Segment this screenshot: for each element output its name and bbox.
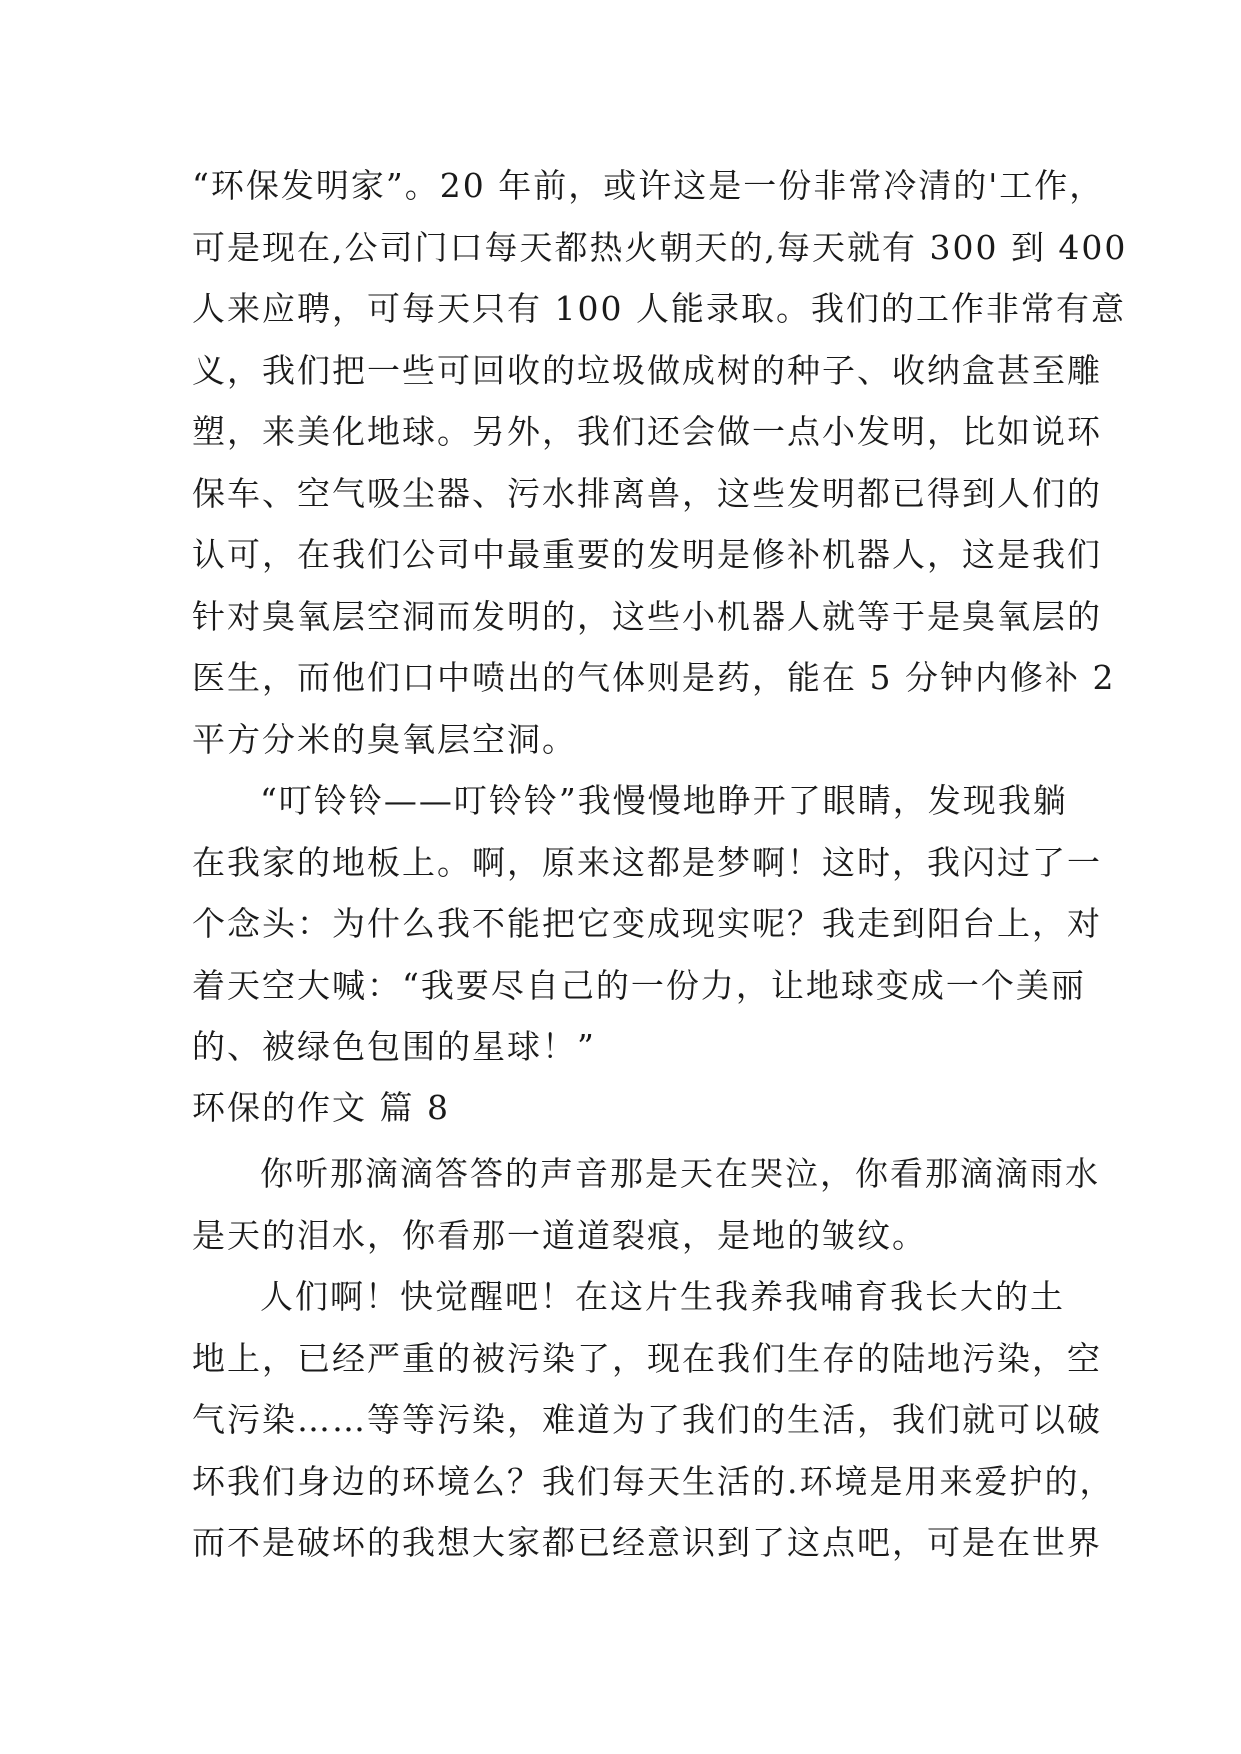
paragraph-line: 医生，而他们口中喷出的气体则是药，能在 5 分钟内修补 2 — [192, 658, 1116, 697]
paragraph-line: 着天空大喊：“我要尽自己的一份力，让地球变成一个美丽 — [192, 965, 1086, 1005]
essay-section-8 — [192, 1143, 1115, 1574]
paragraph-line: 认可，在我们公司中最重要的发明是修补机器人，这是我们 — [192, 535, 1102, 574]
paragraph-line: 针对臭氧层空洞而发明的，这些小机器人就等于是臭氧层的 — [192, 596, 1102, 636]
paragraph-line: 平方分米的臭氧层空洞。 — [192, 719, 577, 759]
paragraph-line: 塑，来美化地球。另外，我们还会做一点小发明，比如说环 — [192, 412, 1102, 451]
paragraph-line: 是天的泪水，你看那一道道裂痕，是地的皱纹。 — [192, 1215, 927, 1255]
paragraph-line: 个念头：为什么我不能把它变成现实呢？我走到阳台上，对 — [192, 904, 1102, 943]
paragraph-line: 气污染……等等污染，难道为了我们的生活，我们就可以破 — [192, 1400, 1102, 1439]
paragraph-line: 可是现在,公司门口每天都热火朝天的,每天就有 300 到 400 — [192, 227, 1128, 267]
paragraph-line: “叮铃铃——叮铃铃”我慢慢地睁开了眼睛，发现我躺 — [260, 781, 1068, 820]
paragraph-line: 而不是破坏的我想大家都已经意识到了这点吧，可是在世界 — [192, 1523, 1102, 1562]
essay-continuation — [192, 155, 1128, 1078]
paragraph-line: 在我家的地板上。啊，原来这都是梦啊！这时，我闪过了一 — [192, 842, 1102, 882]
paragraph-line: 你听那滴滴答答的声音那是天在哭泣，你看那滴滴雨水 — [260, 1154, 1100, 1193]
section-heading: 环保的作文 篇 8 — [192, 1088, 450, 1127]
paragraph-line: 坏我们身边的环境么？我们每天生活的.环境是用来爱护的， — [192, 1461, 1115, 1501]
paragraph-line: 保车、空气吸尘器、污水排离兽，这些发明都已得到人们的 — [192, 473, 1102, 513]
paragraph-line: 人来应聘，可每天只有 100 人能录取。我们的工作非常有意 — [192, 289, 1126, 328]
paragraph-line: 的、被绿色包围的星球！” — [192, 1027, 596, 1066]
paragraph-line: 人们啊！快觉醒吧！在这片生我养我哺育我长大的土 — [260, 1277, 1065, 1316]
paragraph-line: 义，我们把一些可回收的垃圾做成树的种子、收纳盒甚至雕 — [192, 350, 1102, 390]
paragraph-line: “环保发明家”。20 年前，或许这是一份非常冷清的'工作， — [192, 166, 1105, 205]
paragraph-line: 地上，已经严重的被污染了，现在我们生存的陆地污染，空 — [192, 1338, 1102, 1378]
